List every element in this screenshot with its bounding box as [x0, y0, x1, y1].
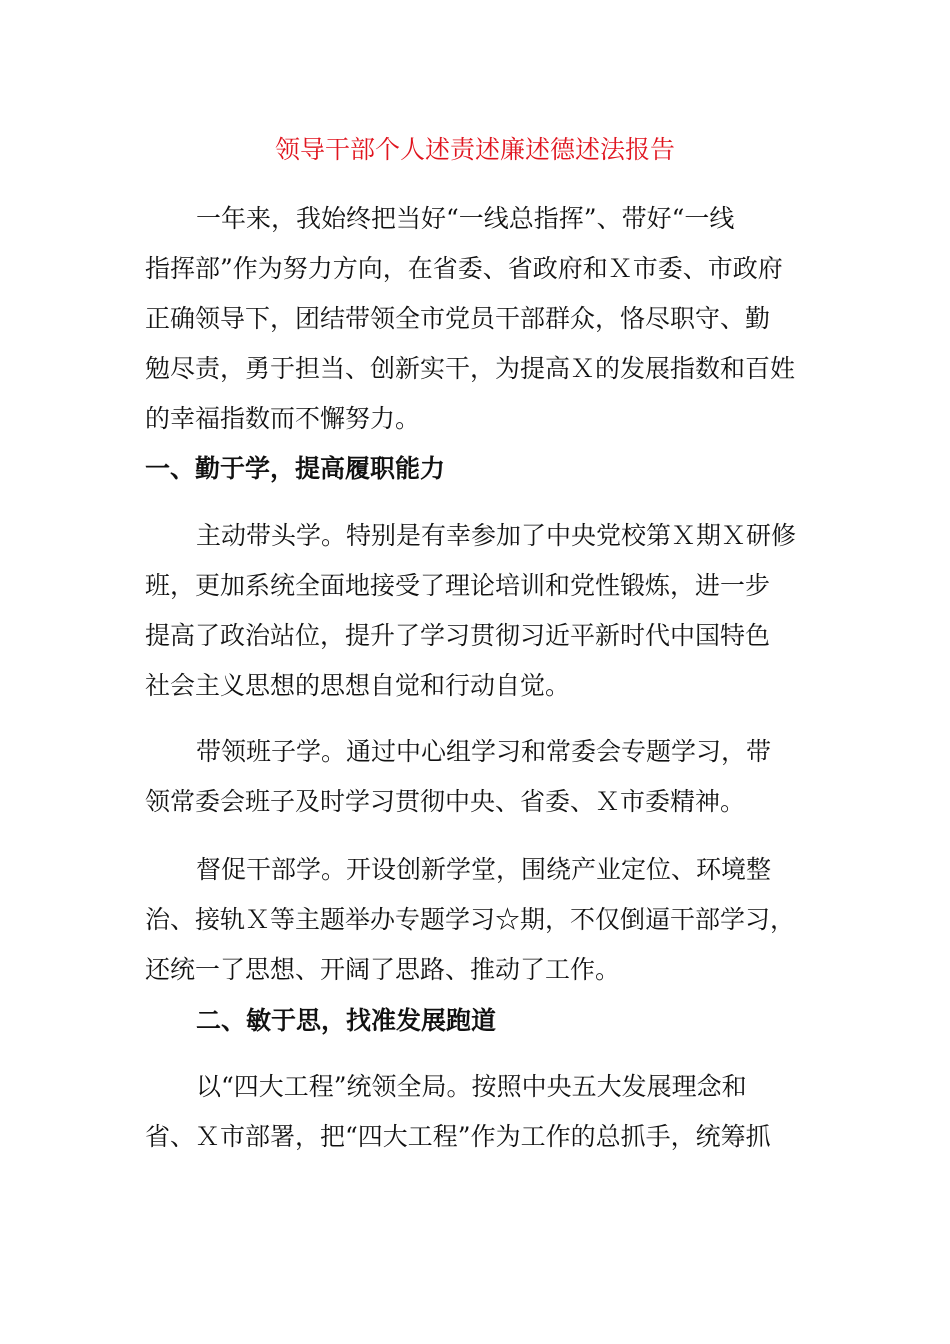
para2-line-1: 带领班子学。通过中心组学习和常委会专题学习，带: [196, 737, 772, 766]
para4-line-1: 以“四大工程”统领全局。按照中央五大发展理念和: [196, 1072, 747, 1101]
para1-line-3: 提高了政治站位，提升了学习贯彻习近平新时代中国特色: [145, 621, 771, 650]
intro-line-4: 勉尽责，勇于担当、创新实干，为提高Ｘ的发展指数和百姓: [145, 354, 796, 383]
intro-line-1: 一年来，我始终把当好“一线总指挥”、带好“一线: [196, 204, 735, 233]
para1-line-2: 班，更加系统全面地接受了理论培训和党性锻炼，进一步: [145, 571, 771, 600]
para1-line-4: 社会主义思想的思想自觉和行动自觉。: [145, 671, 571, 700]
para4-line-2: 省、Ｘ市部署，把“四大工程”作为工作的总抓手，统筹抓: [145, 1122, 771, 1151]
para3-line-3: 还统一了思想、开阔了思路、推动了工作。: [145, 955, 621, 984]
para3-line-2: 治、接轨Ｘ等主题举办专题学习☆期，不仅倒逼干部学习，: [145, 905, 796, 934]
para3-line-1: 督促干部学。开设创新学堂，围绕产业定位、环境整: [196, 855, 772, 884]
section-heading-2: 二、敏于思，找准发展跑道: [196, 1006, 497, 1035]
para1-line-1: 主动带头学。特别是有幸参加了中央党校第Ｘ期Ｘ研修: [196, 521, 797, 550]
document-title: 领导干部个人述责述廉述德述法报告: [274, 135, 675, 164]
section-heading-1: 一、勤于学，提高履职能力: [145, 454, 446, 483]
intro-line-2: 指挥部”作为努力方向，在省委、省政府和Ｘ市委、市政府: [145, 254, 783, 283]
intro-line-5: 的幸福指数而不懈努力。: [145, 404, 421, 433]
para2-line-2: 领常委会班子及时学习贯彻中央、省委、Ｘ市委精神。: [145, 787, 746, 816]
intro-line-3: 正确领导下，团结带领全市党员干部群众，恪尽职守、勤: [145, 304, 771, 333]
